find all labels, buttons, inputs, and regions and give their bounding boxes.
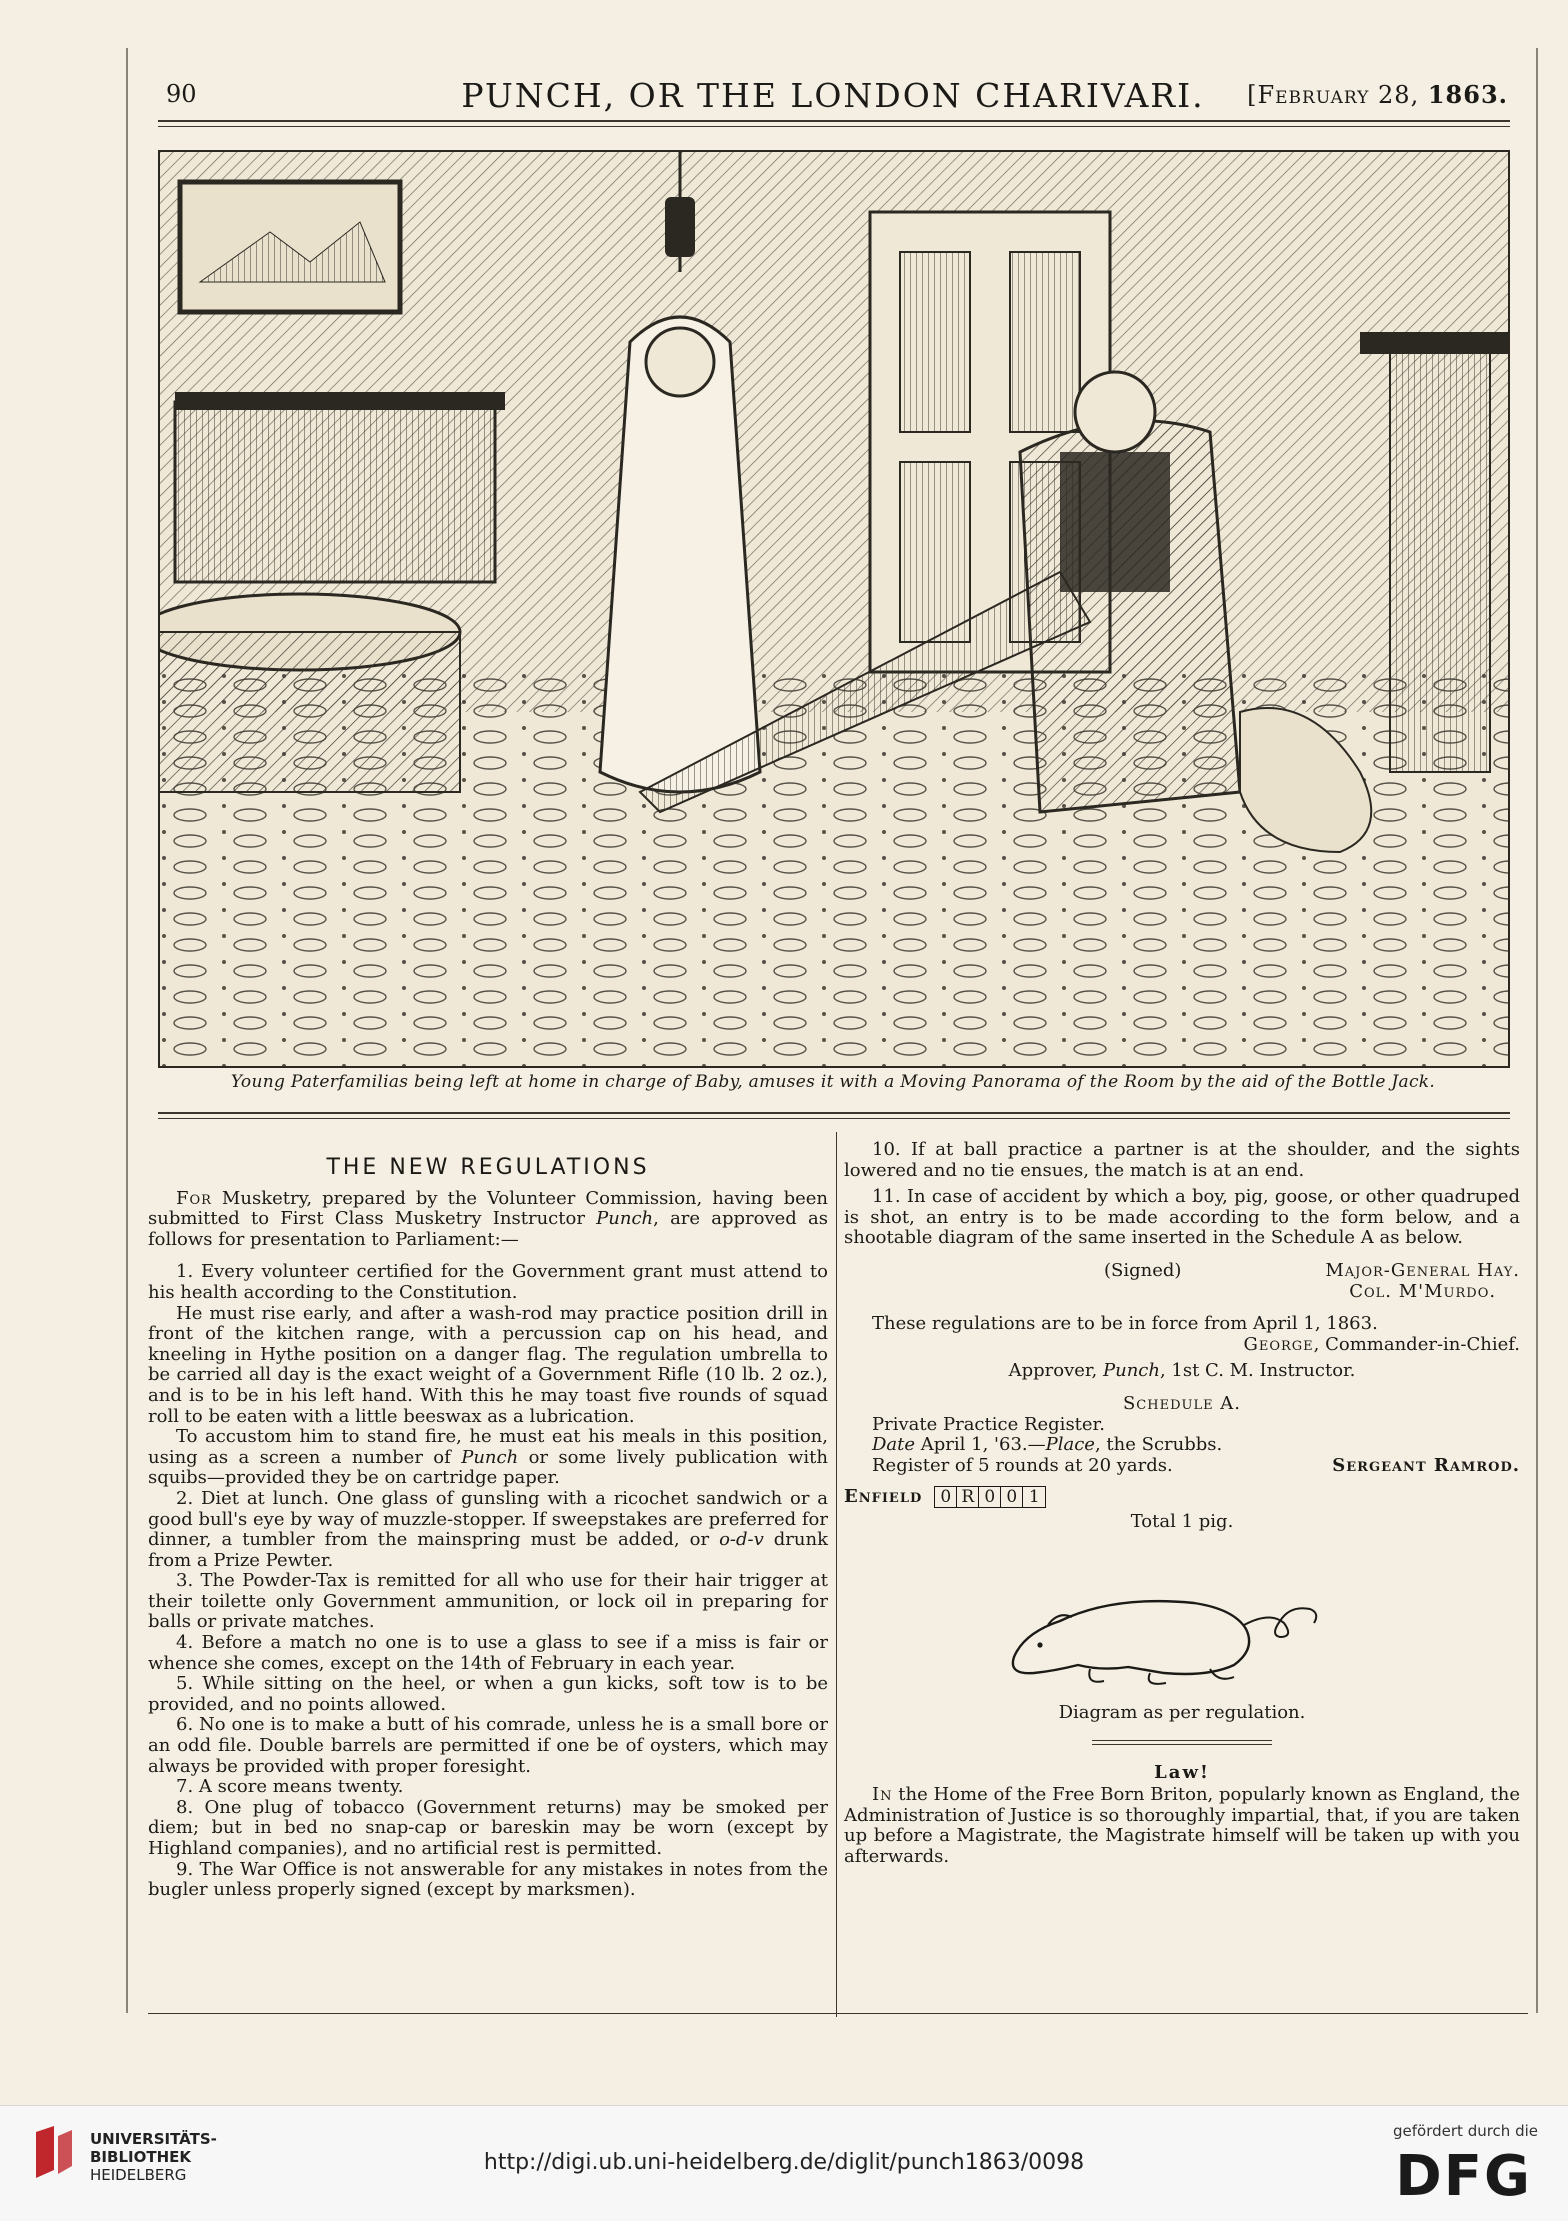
signers [1325, 1261, 1520, 1302]
page-number: 90 [166, 80, 197, 108]
rule-7: 7. A score means twenty. [176, 1776, 404, 1798]
rule-9: 9. The War Office is not answerable for any mistakes in notes from the bugler unless properly signed (except by marksmen). [148, 1858, 828, 1901]
column-divider [836, 1132, 837, 2017]
page-frame-left [126, 48, 128, 2013]
total-pigs: Total 1 pig. [1130, 1511, 1234, 1533]
cartoon-engraving [160, 152, 1508, 1066]
rule-1: 1. Every volunteer certified for the Government grant must attend to his health according to the Constitution. [148, 1261, 828, 1303]
score-cell: 0 [979, 1487, 1001, 1507]
register-title: Private Practice Register. [872, 1413, 1105, 1435]
page-frame-right [1536, 48, 1538, 2013]
enfield-score-row [844, 1486, 1520, 1508]
masthead-title: PUNCH, OR THE LONDON CHARIVARI. [461, 76, 1205, 115]
law-separator-2 [1092, 1744, 1272, 1745]
diagram-caption: Diagram as per regulation. [1058, 1701, 1306, 1723]
law-title: Law! [1154, 1761, 1210, 1783]
law-text: In the Home of the Free Born Briton, popularly known as England, the Administration of Justice is so thoroughly impartial, that, if you are taken up before a Magistrate, the Magistrate himself will be taken up with you afterwards. [844, 1784, 1520, 1867]
article-title: THE NEW REGULATIONS [326, 1155, 650, 1180]
article-left-column [148, 1150, 828, 1901]
in-force-notice: These regulations are to be in force from April 1, 1863. [872, 1313, 1378, 1335]
commander-line: George, Commander-in-Chief. [1243, 1333, 1520, 1355]
pig-diagram [994, 1545, 1334, 1695]
rule-2: 2. Diet at lunch. One glass of gunsling with a ricochet sandwich or a good bull's eye by way of muzzle-stopper. If sweepstakes are preferred for dinner, a tumbler from the mainspring must be added, or o-d-v drunk from a Prize Pewter. [148, 1487, 828, 1571]
rule-3: 3. The Powder-Tax is remitted for all who use for their hair trigger at their toilette only Government ammunition, or lock oil in preparing for balls or private matches. [148, 1570, 828, 1633]
register-rounds: Register of 5 rounds at 20 yards. Sergeant Ramrod. [872, 1454, 1520, 1476]
rule-1-fire: To accustom him to stand fire, he must eat his meals in this position, using as a screen a number of Punch or some lively publication with squibs—provided they be on cartridge paper. [148, 1426, 828, 1489]
section-rule-thin [158, 1118, 1510, 1119]
rule-1-drill: He must rise early, and after a wash-rod may practice position drill in front of the kitchen range, with a percussion cap on his head, and kneeling in Hythe position on a danger flag. The regulation umbrella to be carried all day is the exact weight of a Government Rifle (10 lb. 2 oz.), and is to be in his left hand. With this he may toast five rounds of squad roll to be eaten with a little beeswax as a lubrication. [148, 1302, 828, 1427]
source-url[interactable]: http://digi.ub.uni-heidelberg.de/diglit/punch1863/0098 [483, 2150, 1085, 2175]
rule-11: 11. In case of accident by which a boy, pig, goose, or other quadruped is shot, an entry is to be made according to the form below, and a shootable diagram of the same inserted in the Schedule A as below. [844, 1186, 1520, 1249]
approver-line: Approver, Punch, 1st C. M. Instructor. [1008, 1360, 1356, 1382]
header-rule [158, 120, 1510, 122]
section-rule [158, 1112, 1510, 1114]
schedule-heading: Schedule A. [1122, 1392, 1242, 1414]
rule-8: 8. One plug of tobacco (Government returns) may be smoked per diem; but in bed no snap-cap or bareskin may be worn (except by Highland companies), and no artificial rest is permitted. [148, 1796, 828, 1859]
article-right-column [844, 1140, 1520, 1867]
rule-5: 5. While sitting on the heel, or when a gun kicks, soft tow is to be provided, and no points allowed. [148, 1673, 828, 1715]
score-cell: R [957, 1487, 979, 1507]
digitization-footer [0, 2105, 1568, 2221]
score-box [934, 1486, 1046, 1508]
bottom-rule [148, 2013, 1528, 2014]
score-cell: 1 [1028, 1487, 1040, 1508]
signed-label: (Signed) [1104, 1259, 1182, 1281]
article-intro: For Musketry, prepared by the Volunteer Commission, having been submitted to First Class Musketry Instructor Punch, are approved as follows for presentation to Parliament:— [148, 1187, 829, 1250]
header-rule-thin [158, 126, 1510, 127]
enfield-label: Enfield [844, 1486, 923, 1508]
signer-murdo: Col. M'Murdo. [1349, 1280, 1497, 1302]
university-library-name: UNIVERSITÄTS- BIBLIOTHEK HEIDELBERG [90, 2130, 217, 2184]
signatures [844, 1261, 1520, 1302]
dfg-logo: DFG [1395, 2144, 1532, 2209]
running-head [158, 74, 1508, 116]
register-date-place: Date April 1, '63.—Place, the Scrubbs. [872, 1434, 1223, 1456]
score-cell: 0 [1001, 1487, 1023, 1507]
issue-date: [February 28, 1863. [1247, 80, 1508, 109]
score-cell: 0 [935, 1487, 957, 1507]
rule-10: 10. If at ball practice a partner is at the shoulder, and the sights lowered and no tie ensues, the match is at an end. [844, 1139, 1520, 1181]
funded-by-label: gefördert durch die [1393, 2122, 1538, 2140]
cartoon-illustration [158, 150, 1510, 1068]
rule-4: 4. Before a match no one is to use a glass to see if a miss is fair or whence she comes, except on the 14th of February in each year. [148, 1632, 828, 1674]
cartoon-caption: Young Paterfamilias being left at home in charge of Baby, amuses it with a Moving Panorama of the Room by the aid of the Bottle Jack. [230, 1072, 1436, 1092]
rule-6: 6. No one is to make a butt of his comrade, unless he is a small bore or an odd file. Double barrels are permitted if one be of oysters, which may always be provided with proper foresight. [148, 1714, 828, 1777]
signer-hay: Major-General Hay. [1325, 1259, 1520, 1281]
law-separator [1092, 1740, 1272, 1741]
